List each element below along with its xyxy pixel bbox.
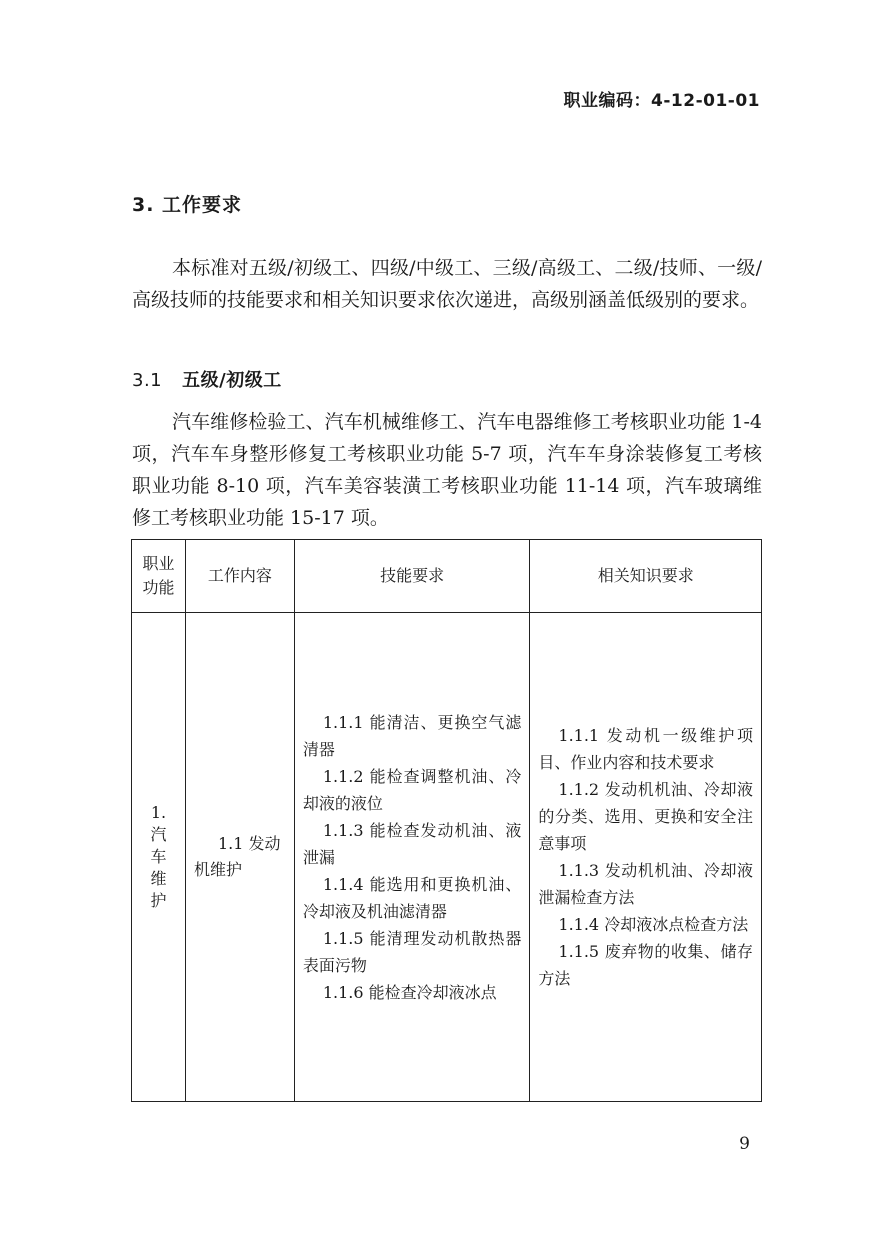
subsection-title-text: 五级/初级工 xyxy=(182,370,282,391)
skill-item: 1.1.1 能清洁、更换空气滤清器 xyxy=(302,712,522,759)
table-header-row xyxy=(132,540,762,613)
subsection-title xyxy=(132,366,282,392)
subsection-description: 汽车维修检验工、汽车机械维修工、汽车电器维修工考核职业功能 1-4 项，汽车车身整形修复工考核职业功能 5-7 项，汽车车身涂装修复工考核职业功能 8-10 项，汽车美容装潢工考核职业功能 11-14 项，汽车玻璃维修工考核职业功能 15-17 项。 xyxy=(132,411,762,529)
page-number: 9 xyxy=(739,1134,750,1154)
section-title: 3. 工作要求 xyxy=(132,194,243,216)
skill-item: 1.1.5 能清理发动机散热器表面污物 xyxy=(302,928,522,975)
skill-item: 1.1.6 能检查冷却液冰点 xyxy=(322,982,497,1002)
skill-item: 1.1.4 能选用和更换机油、冷却液及机油滤清器 xyxy=(302,874,522,921)
knowledge-item: 1.1.4 冷却液冰点检查方法 xyxy=(558,915,749,934)
header-content: 工作内容 xyxy=(185,540,294,613)
knowledge-item: 1.1.1 发动机一级维护项目、作业内容和技术要求 xyxy=(538,726,753,772)
knowledge-item: 1.1.3 发动机机油、冷却液泄漏检查方法 xyxy=(538,861,753,907)
skill-item: 1.1.2 能检查调整机油、冷却液的液位 xyxy=(302,766,522,813)
skill-item: 1.1.3 能检查发动机油、液泄漏 xyxy=(302,820,522,867)
header-function: 职业功能 xyxy=(132,540,186,613)
skills-cell xyxy=(294,613,530,1102)
function-label: 1. 汽车维护 xyxy=(150,803,167,910)
knowledge-cell xyxy=(530,613,762,1102)
content-cell xyxy=(185,613,294,1102)
knowledge-item: 1.1.2 发动机机油、冷却液的分类、选用、更换和安全注意事项 xyxy=(538,780,753,853)
content-label: 1.1 发动机维护 xyxy=(193,834,281,879)
function-cell xyxy=(132,613,186,1102)
occupation-code: 职业编码：4-12-01-01 xyxy=(563,91,760,111)
intro-paragraph: 本标准对五级/初级工、四级/中级工、三级/高级工、二级/技师、一级/高级技师的技能要求和相关知识要求依次递进，高级别涵盖低级别的要求。 xyxy=(132,257,762,311)
knowledge-item: 1.1.5 废弃物的收集、储存方法 xyxy=(538,942,753,988)
header-skills: 技能要求 xyxy=(294,540,530,613)
header-knowledge: 相关知识要求 xyxy=(530,540,762,613)
table-row xyxy=(132,613,762,1102)
subsection-number: 3.1 xyxy=(132,370,163,391)
requirements-table xyxy=(131,539,762,1102)
